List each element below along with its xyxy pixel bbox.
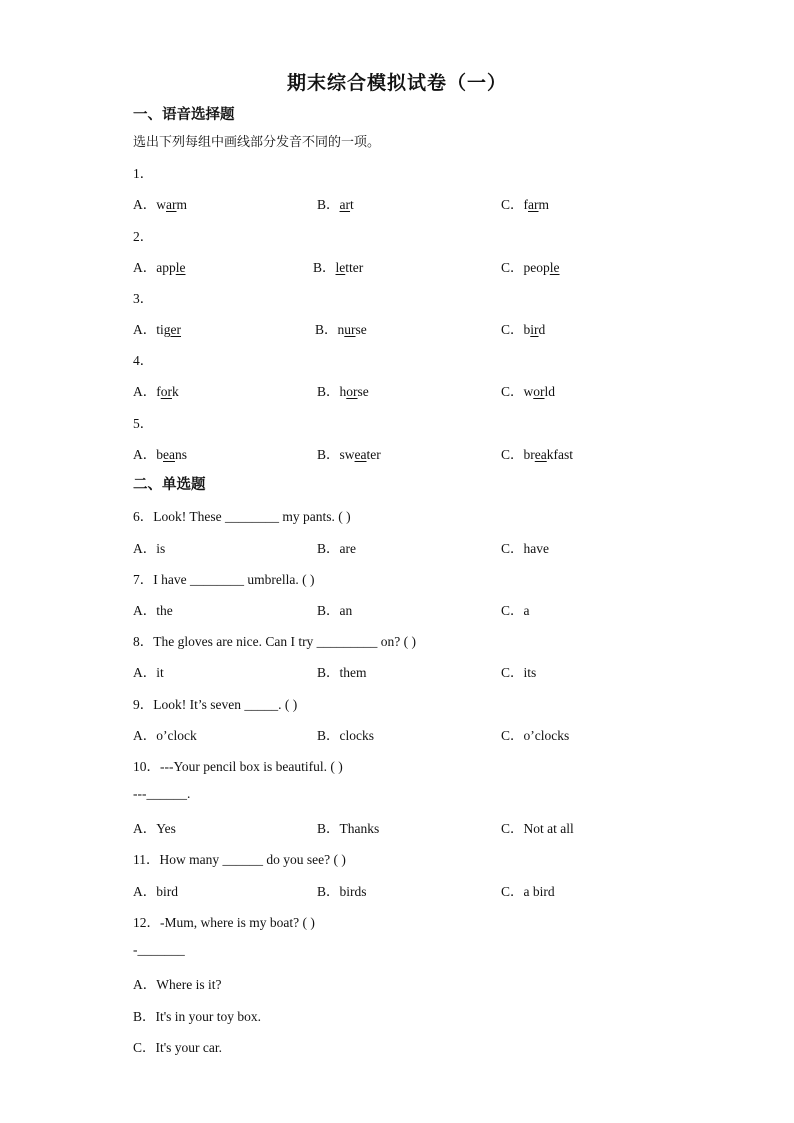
- underlined-part: ir: [530, 322, 539, 337]
- word-part: sw: [339, 447, 355, 462]
- question-stem: 10．---Your pencil box is beautiful. ( ): [133, 759, 343, 774]
- word-part: k: [172, 384, 179, 399]
- option-c[interactable]: C．o’clocks: [501, 728, 570, 743]
- question-number: 2．: [133, 229, 154, 244]
- option-label: A．: [133, 384, 157, 399]
- word-part: b: [156, 447, 163, 462]
- question-stem: 6．Look! These ________ my pants. ( ): [133, 509, 351, 524]
- option-label: B．: [313, 260, 336, 275]
- option-b[interactable]: B．birds: [317, 884, 367, 899]
- underlined-part: or: [160, 384, 172, 399]
- word-part: ter: [366, 447, 381, 462]
- option-c[interactable]: C．a bird: [501, 884, 555, 899]
- option-c[interactable]: [501, 256, 560, 276]
- question-response: -_______: [133, 942, 185, 957]
- underlined-part: or: [533, 384, 545, 399]
- word-part: peop: [523, 260, 550, 275]
- option-label: A．: [133, 322, 157, 337]
- option-b[interactable]: B．an: [317, 603, 353, 618]
- word-part: se: [355, 322, 367, 337]
- option-c[interactable]: C．Not at all: [501, 821, 574, 836]
- word-part: tter: [345, 260, 364, 275]
- word-part: h: [339, 384, 347, 399]
- word-part: n: [337, 322, 345, 337]
- option-a[interactable]: A．Where is it?: [133, 977, 222, 992]
- underlined-part: or: [346, 384, 358, 399]
- underlined-part: ea: [534, 447, 547, 462]
- word-part: m: [176, 197, 188, 212]
- option-label: C．: [501, 447, 524, 462]
- option-a[interactable]: [133, 193, 187, 213]
- word-part: se: [357, 384, 369, 399]
- option-label: B．: [317, 384, 340, 399]
- option-c[interactable]: [501, 318, 545, 338]
- option-c[interactable]: C．a: [501, 603, 530, 618]
- option-label: B．: [317, 197, 340, 212]
- option-label: C．: [501, 322, 524, 337]
- option-b[interactable]: B．It's in your toy box.: [133, 1009, 262, 1024]
- option-label: A．: [133, 260, 157, 275]
- question-stem: 7．I have ________ umbrella. ( ): [133, 572, 315, 587]
- option-b[interactable]: [317, 443, 381, 463]
- option-a[interactable]: [133, 443, 187, 463]
- option-c[interactable]: C．have: [501, 541, 549, 556]
- underlined-part: ea: [163, 447, 175, 462]
- word-part: ld: [544, 384, 556, 399]
- underlined-part: er: [170, 322, 182, 337]
- question-stem: 8．The gloves are nice. Can I try _________ on? ( ): [133, 634, 417, 649]
- option-label: B．: [317, 447, 340, 462]
- option-a[interactable]: A．o’clock: [133, 728, 197, 743]
- option-b[interactable]: [317, 380, 369, 400]
- question-number: 3．: [133, 291, 154, 306]
- question-number: 4．: [133, 353, 154, 368]
- option-b[interactable]: [317, 193, 354, 213]
- underlined-part: ur: [344, 322, 356, 337]
- word-part: w: [523, 384, 534, 399]
- word-part: t: [350, 197, 354, 212]
- question-stem: 11．How many ______ do you see? ( ): [133, 852, 346, 867]
- option-label: C．: [501, 384, 524, 399]
- word-part: f: [523, 197, 529, 212]
- question-number: 1．: [133, 166, 154, 181]
- option-label: B．: [315, 322, 338, 337]
- question-stem: 12．-Mum, where is my boat? ( ): [133, 915, 315, 930]
- option-b[interactable]: B．Thanks: [317, 821, 380, 836]
- option-b[interactable]: B．are: [317, 541, 356, 556]
- section-instruction: 选出下列每组中画线部分发音不同的一项。: [133, 135, 381, 150]
- option-a[interactable]: A．is: [133, 541, 166, 556]
- option-c[interactable]: [501, 443, 573, 463]
- option-c[interactable]: [501, 193, 549, 213]
- word-part: kfast: [546, 447, 573, 462]
- option-a[interactable]: A．bird: [133, 884, 178, 899]
- word-part: f: [156, 384, 161, 399]
- underlined-part: ar: [339, 197, 351, 212]
- option-c[interactable]: C．its: [501, 665, 537, 680]
- option-label: C．: [501, 197, 524, 212]
- word-part: d: [538, 322, 546, 337]
- option-c[interactable]: C．It's your car.: [133, 1040, 223, 1055]
- underlined-part: le: [549, 260, 560, 275]
- page-title: 期末综合模拟试卷（一）: [286, 73, 507, 94]
- option-a[interactable]: A．Yes: [133, 821, 176, 836]
- underlined-part: ar: [528, 197, 539, 212]
- section-heading-choice: 二、单选题: [133, 477, 206, 493]
- word-part: m: [538, 197, 550, 212]
- option-label: A．: [133, 197, 157, 212]
- option-a[interactable]: A．it: [133, 665, 164, 680]
- option-a[interactable]: [133, 318, 181, 338]
- word-part: w: [156, 197, 166, 212]
- option-label: A．: [133, 447, 157, 462]
- word-part: ns: [174, 447, 187, 462]
- underlined-part: ar: [166, 197, 177, 212]
- option-b[interactable]: B．clocks: [317, 728, 374, 743]
- question-response: ---______.: [133, 786, 191, 801]
- word-part: b: [523, 322, 531, 337]
- option-b[interactable]: [313, 256, 363, 276]
- word-part: tig: [156, 322, 171, 337]
- underlined-part: ea: [354, 447, 367, 462]
- word-part: app: [156, 260, 176, 275]
- option-a[interactable]: [133, 380, 179, 400]
- option-b[interactable]: B．them: [317, 665, 367, 680]
- option-b[interactable]: [315, 318, 367, 338]
- option-a[interactable]: A．the: [133, 603, 173, 618]
- word-part: br: [523, 447, 535, 462]
- question-number: 5．: [133, 416, 154, 431]
- underlined-part: le: [335, 260, 346, 275]
- option-label: C．: [501, 260, 524, 275]
- option-a[interactable]: [133, 256, 186, 276]
- option-c[interactable]: [501, 380, 555, 400]
- question-stem: 9．Look! It’s seven _____. ( ): [133, 697, 298, 712]
- underlined-part: le: [175, 260, 186, 275]
- section-heading-phonetics: 一、语音选择题: [133, 107, 235, 123]
